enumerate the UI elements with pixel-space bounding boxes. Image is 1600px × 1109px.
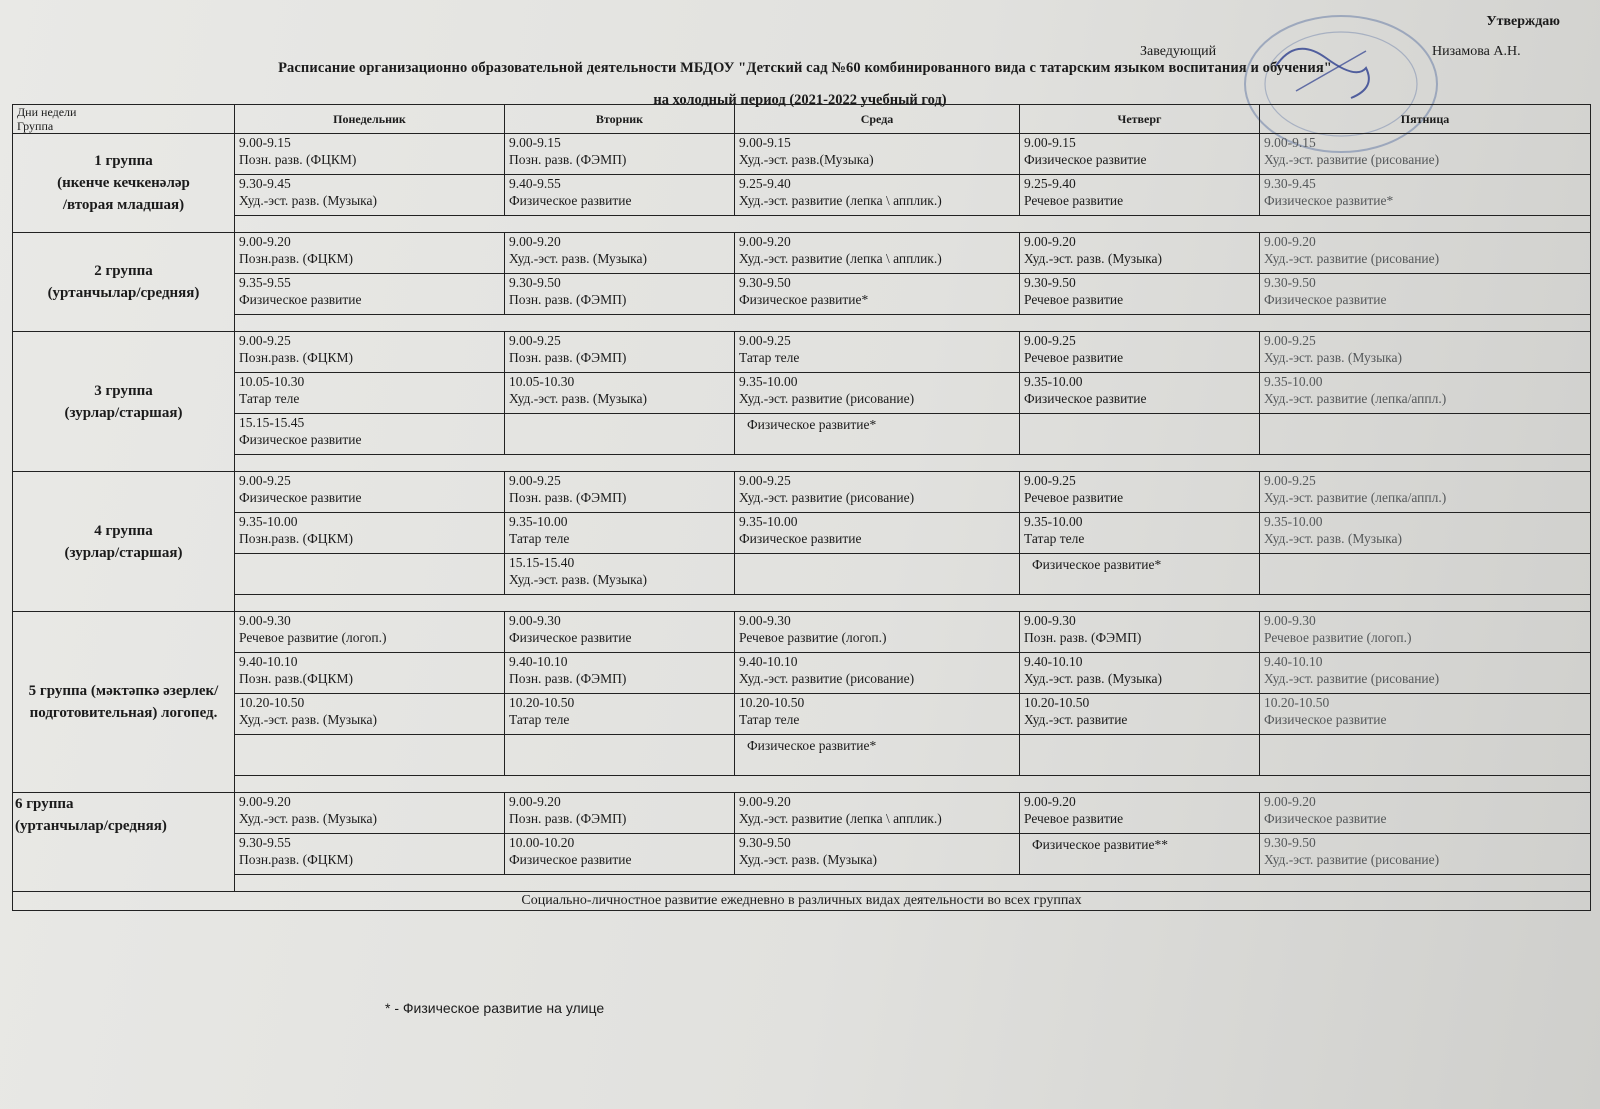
schedule-row [13, 233, 1591, 274]
day-header: Понедельник [235, 105, 505, 134]
lesson-cell [235, 175, 505, 216]
lesson-time: 9.00-9.20 [239, 794, 291, 809]
lesson-cell [1020, 233, 1260, 274]
lesson-cell [505, 653, 735, 694]
lesson-cell [1020, 694, 1260, 735]
lesson-cell [235, 653, 505, 694]
lesson-time: 9.00-9.15 [509, 135, 561, 150]
lesson-time: 9.00-9.15 [739, 135, 791, 150]
schedule-row [13, 414, 1591, 455]
lesson-time: 9.25-9.40 [1024, 176, 1076, 191]
lesson-cell [1020, 735, 1260, 776]
lesson-cell [235, 834, 505, 875]
lesson-activity: Худ.-эст. разв. (Музыка) [509, 391, 647, 406]
lesson-activity: Позн. разв. (ФЦКМ) [239, 152, 357, 167]
lesson-cell [1260, 332, 1591, 373]
lesson-time: 9.00-9.20 [1024, 234, 1076, 249]
lesson-cell [735, 373, 1020, 414]
lesson-cell [1260, 694, 1591, 735]
lesson-cell [505, 694, 735, 735]
day-header: Вторник [505, 105, 735, 134]
group-name: 6 группа (уртанчылар/средняя) [15, 796, 167, 834]
lesson-time: 9.40-10.10 [739, 654, 798, 669]
document-title: Расписание организационно образовательной деятельности МБДОУ "Детский сад №60 комбинированного вида с татарским языком воспитания и обучения" [278, 60, 1332, 76]
lesson-cell [735, 274, 1020, 315]
lesson-activity: Позн.разв. (ФЦКМ) [239, 350, 354, 365]
lesson-activity: Позн. разв. (ФЭМП) [509, 671, 627, 686]
lesson-time: 9.00-9.30 [239, 613, 291, 628]
lesson-cell [1260, 834, 1591, 875]
lesson-time: 9.00-9.25 [509, 473, 561, 488]
day-header: Четверг [1020, 105, 1260, 134]
lesson-time: 9.35-10.00 [1264, 514, 1323, 529]
lesson-time: 9.00-9.25 [509, 333, 561, 348]
lesson-cell [505, 612, 735, 653]
lesson-activity: Худ.-эст. развитие (рисование) [1264, 671, 1440, 686]
lesson-cell [505, 472, 735, 513]
lesson-time: 9.35-10.00 [1024, 514, 1083, 529]
lesson-activity: Татар теле [739, 712, 800, 727]
lesson-time: 9.00-9.20 [1264, 794, 1316, 809]
lesson-cell [1020, 793, 1260, 834]
lesson-cell [1260, 513, 1591, 554]
document-subtitle: на холодный период (2021-2022 учебный год) [653, 92, 947, 108]
lesson-cell [735, 233, 1020, 274]
lesson-activity: Худ.-эст. развитие (рисование) [1264, 852, 1440, 867]
group-spacer-row [13, 216, 1591, 233]
lesson-time: 9.30-9.50 [739, 835, 791, 850]
approval-label: Утверждаю [1486, 14, 1560, 29]
lesson-cell [735, 175, 1020, 216]
lesson-activity: Речевое развитие (логоп.) [739, 630, 887, 645]
lesson-time: 9.00-9.20 [509, 234, 561, 249]
group-name-cell [13, 793, 235, 892]
lesson-activity: Физическое развитие* [1264, 193, 1394, 208]
lesson-activity: Физическое развитие [1264, 811, 1387, 826]
lesson-time: 10.20-10.50 [239, 695, 305, 710]
lesson-activity: Худ.-эст. разв. (Музыка) [239, 712, 377, 727]
lesson-activity: Татар теле [509, 531, 570, 546]
spacer-cell [235, 315, 1591, 332]
lesson-cell [235, 414, 505, 455]
lesson-activity: Физическое развитие [509, 193, 632, 208]
lesson-activity: Худ.-эст. разв. (Музыка) [509, 251, 647, 266]
lesson-cell [1020, 373, 1260, 414]
schedule-row [13, 332, 1591, 373]
lesson-time: 9.35-10.00 [509, 514, 568, 529]
lesson-cell [235, 274, 505, 315]
lesson-cell [735, 793, 1020, 834]
lesson-cell [1260, 274, 1591, 315]
group-spacer-row [13, 595, 1591, 612]
lesson-time: 9.25-9.40 [739, 176, 791, 191]
schedule-row [13, 793, 1591, 834]
group-name: 2 группа (уртанчылар/средняя) [47, 263, 200, 301]
lesson-cell [505, 274, 735, 315]
lesson-cell [1260, 233, 1591, 274]
lesson-activity: Татар теле [739, 350, 800, 365]
lesson-time: 9.30-9.45 [239, 176, 291, 191]
schedule-row [13, 175, 1591, 216]
lesson-time: 9.00-9.25 [1024, 473, 1076, 488]
lesson-activity: Физическое развитие [1264, 712, 1387, 727]
lesson-activity: Позн. разв. (ФЭМП) [509, 490, 627, 505]
lesson-activity: Худ.-эст. развитие (лепка \ апплик.) [739, 811, 942, 826]
lesson-cell [505, 554, 735, 595]
schedule-row [13, 373, 1591, 414]
lesson-time: 9.35-10.00 [739, 374, 798, 389]
lesson-activity: Позн.разв. (ФЦКМ) [239, 531, 354, 546]
lesson-activity: Позн.разв. (ФЦКМ) [239, 852, 354, 867]
lesson-cell [1020, 274, 1260, 315]
lesson-activity: Позн. разв. (ФЭМП) [509, 811, 627, 826]
lesson-activity: Худ.-эст. разв. (Музыка) [1264, 531, 1402, 546]
lesson-time: 9.35-10.00 [739, 514, 798, 529]
lesson-time: 9.00-9.20 [509, 794, 561, 809]
lesson-cell [1260, 653, 1591, 694]
schedule-row [13, 554, 1591, 595]
lesson-activity: Физическое развитие [1024, 391, 1147, 406]
lesson-activity: Худ.-эст. разв.(Музыка) [739, 152, 874, 167]
lesson-activity: Физическое развитие* [1032, 557, 1162, 572]
group-name: 3 группа (зурлар/старшая) [64, 382, 183, 421]
header-row [13, 105, 1591, 134]
lesson-cell [235, 694, 505, 735]
lesson-activity: Позн. разв.(ФЦКМ) [239, 671, 354, 686]
lesson-cell [735, 472, 1020, 513]
lesson-time: 9.40-10.10 [1264, 654, 1323, 669]
lesson-cell [1260, 414, 1591, 455]
group-name-cell [13, 612, 235, 793]
schedule-row [13, 653, 1591, 694]
lesson-time: 9.00-9.30 [1264, 613, 1316, 628]
lesson-time: 9.30-9.50 [1264, 835, 1316, 850]
lesson-cell [235, 513, 505, 554]
day-header: Среда [735, 105, 1020, 134]
lesson-cell [735, 513, 1020, 554]
spacer-cell [235, 595, 1591, 612]
lesson-cell [235, 233, 505, 274]
group-spacer-row [13, 875, 1591, 892]
lesson-cell [235, 134, 505, 175]
schedule-table [12, 104, 1591, 911]
lesson-time: 9.00-9.20 [1024, 794, 1076, 809]
group-name: 4 группа (зурлар/старшая) [64, 522, 183, 561]
lesson-time: 9.00-9.25 [739, 473, 791, 488]
lesson-cell [1020, 653, 1260, 694]
lesson-time: 9.35-10.00 [1024, 374, 1083, 389]
lesson-cell [505, 414, 735, 455]
lesson-cell [1020, 834, 1260, 875]
lesson-activity: Физическое развитие* [747, 738, 877, 753]
lesson-time: 9.00-9.15 [239, 135, 291, 150]
lesson-time: 9.00-9.20 [1264, 234, 1316, 249]
lesson-cell [735, 612, 1020, 653]
spacer-cell [235, 776, 1591, 793]
schedule-row [13, 694, 1591, 735]
lesson-cell [235, 472, 505, 513]
group-spacer-row [13, 455, 1591, 472]
lesson-cell [505, 513, 735, 554]
lesson-time: 10.05-10.30 [509, 374, 575, 389]
lesson-cell [235, 373, 505, 414]
lesson-activity: Речевое развитие [1024, 350, 1124, 365]
lesson-time: 9.00-9.25 [239, 333, 291, 348]
lesson-activity: Худ.-эст. разв. (Музыка) [1024, 251, 1162, 266]
lesson-cell [1020, 472, 1260, 513]
lesson-cell [1020, 554, 1260, 595]
lesson-time: 9.30-9.55 [239, 835, 291, 850]
lesson-time: 10.20-10.50 [1264, 695, 1330, 710]
lesson-activity: Худ.-эст. разв. (Музыка) [239, 811, 377, 826]
lesson-activity: Позн.разв. (ФЦКМ) [239, 251, 354, 266]
lesson-time: 9.00-9.15 [1264, 135, 1316, 150]
lesson-cell [1260, 472, 1591, 513]
footer-note: Социально-личностное развитие ежедневно в различных видах деятельности во всех группах [13, 892, 1591, 911]
head-name: Низамова А.Н. [1432, 44, 1521, 59]
lesson-cell [735, 414, 1020, 455]
lesson-time: 9.00-9.30 [1024, 613, 1076, 628]
lesson-activity: Речевое развитие [1024, 490, 1124, 505]
lesson-time: 9.30-9.45 [1264, 176, 1316, 191]
lesson-activity: Худ.-эст. развитие (лепка/аппл.) [1264, 490, 1447, 505]
lesson-time: 9.35-9.55 [239, 275, 291, 290]
lesson-cell [505, 134, 735, 175]
spacer-cell [235, 875, 1591, 892]
lesson-activity: Речевое развитие (логоп.) [239, 630, 387, 645]
schedule-row [13, 472, 1591, 513]
footer-row [13, 892, 1591, 911]
lesson-cell [505, 834, 735, 875]
lesson-cell [1260, 612, 1591, 653]
lesson-time: 9.00-9.25 [1264, 333, 1316, 348]
lesson-cell [235, 332, 505, 373]
lesson-time: 9.40-10.10 [1024, 654, 1083, 669]
lesson-time: 15.15-15.45 [239, 415, 305, 430]
group-name: 1 группа (нкенче кечкенәләр /вторая младшая) [57, 153, 190, 213]
lesson-time: 9.30-9.50 [1264, 275, 1316, 290]
lesson-time: 9.00-9.25 [1264, 473, 1316, 488]
lesson-time: 9.40-9.55 [509, 176, 561, 191]
day-header: Пятница [1260, 105, 1591, 134]
lesson-activity: Худ.-эст. развитие (рисование) [739, 671, 915, 686]
group-name-cell [13, 233, 235, 332]
footnote: * - Физическое развитие на улице [385, 1000, 605, 1016]
lesson-time: 10.00-10.20 [509, 835, 575, 850]
lesson-activity: Физическое развитие* [739, 292, 869, 307]
lesson-activity: Татар теле [1024, 531, 1085, 546]
group-spacer-row [13, 776, 1591, 793]
lesson-activity: Худ.-эст. развитие (рисование) [739, 490, 915, 505]
lesson-cell [1260, 735, 1591, 776]
schedule-row [13, 134, 1591, 175]
lesson-activity: Худ.-эст. разв. (Музыка) [1024, 671, 1162, 686]
lesson-activity: Худ.-эст. развитие (лепка \ апплик.) [739, 251, 942, 266]
lesson-activity: Физическое развитие** [1032, 837, 1169, 852]
lesson-time: 9.30-9.50 [509, 275, 561, 290]
lesson-activity: Худ.-эст. развитие (рисование) [1264, 152, 1440, 167]
lesson-cell [735, 694, 1020, 735]
lesson-activity: Позн. разв. (ФЭМП) [509, 292, 627, 307]
head-label: Заведующий [1140, 44, 1217, 59]
lesson-activity: Худ.-эст. развитие (лепка/аппл.) [1264, 391, 1447, 406]
lesson-activity: Худ.-эст. разв. (Музыка) [509, 572, 647, 587]
lesson-time: 9.30-9.50 [1024, 275, 1076, 290]
lesson-activity: Татар теле [239, 391, 300, 406]
schedule-row [13, 612, 1591, 653]
lesson-cell [235, 612, 505, 653]
lesson-cell [505, 175, 735, 216]
lesson-activity: Худ.-эст. развитие [1024, 712, 1128, 727]
lesson-cell [735, 134, 1020, 175]
lesson-time: 9.00-9.25 [1024, 333, 1076, 348]
lesson-activity: Физическое развитие [239, 432, 362, 447]
lesson-cell [1260, 554, 1591, 595]
lesson-time: 9.35-10.00 [1264, 374, 1323, 389]
lesson-cell [235, 735, 505, 776]
lesson-time: 9.35-10.00 [239, 514, 298, 529]
lesson-time: 9.00-9.30 [739, 613, 791, 628]
spacer-cell [235, 216, 1591, 233]
lesson-cell [235, 554, 505, 595]
lesson-activity: Худ.-эст. развитие (лепка \ апплик.) [739, 193, 942, 208]
group-name-cell [13, 134, 235, 233]
lesson-activity: Речевое развитие [1024, 811, 1124, 826]
lesson-activity: Физическое развитие [239, 490, 362, 505]
lesson-cell [1260, 373, 1591, 414]
lesson-activity: Позн. разв. (ФЭМП) [509, 152, 627, 167]
lesson-cell [1020, 332, 1260, 373]
lesson-cell [735, 332, 1020, 373]
lesson-activity: Худ.-эст. развитие (рисование) [1264, 251, 1440, 266]
group-name-cell [13, 332, 235, 472]
lesson-cell [1020, 513, 1260, 554]
lesson-cell [505, 735, 735, 776]
schedule-row [13, 513, 1591, 554]
group-name: 5 группа (мәктәпкә әзерлек/подготовительная) логопед. [28, 683, 219, 721]
lesson-activity: Физическое развитие [739, 531, 862, 546]
lesson-activity: Физическое развитие [509, 852, 632, 867]
lesson-time: 9.00-9.20 [739, 794, 791, 809]
lesson-time: 9.40-10.10 [239, 654, 298, 669]
lesson-activity: Худ.-эст. разв. (Музыка) [239, 193, 377, 208]
lesson-cell [505, 373, 735, 414]
lesson-activity: Речевое развитие [1024, 292, 1124, 307]
group-name-cell [13, 472, 235, 612]
lesson-activity: Физическое развитие* [747, 417, 877, 432]
lesson-activity: Физическое развитие [509, 630, 632, 645]
lesson-time: 10.20-10.50 [739, 695, 805, 710]
group-spacer-row [13, 315, 1591, 332]
lesson-cell [505, 793, 735, 834]
lesson-time: 9.00-9.25 [739, 333, 791, 348]
corner-cell [13, 105, 235, 134]
lesson-time: 10.20-10.50 [1024, 695, 1090, 710]
lesson-cell [735, 554, 1020, 595]
lesson-activity: Физическое развитие [1264, 292, 1387, 307]
lesson-cell [505, 233, 735, 274]
lesson-time: 9.00-9.15 [1024, 135, 1076, 150]
lesson-activity: Позн. разв. (ФЭМП) [1024, 630, 1142, 645]
lesson-activity: Физическое развитие [1024, 152, 1147, 167]
lesson-cell [1020, 612, 1260, 653]
lesson-cell [1020, 134, 1260, 175]
lesson-activity: Речевое развитие (логоп.) [1264, 630, 1412, 645]
lesson-time: 9.00-9.20 [239, 234, 291, 249]
lesson-time: 9.00-9.30 [509, 613, 561, 628]
lesson-time: 9.30-9.50 [739, 275, 791, 290]
lesson-cell [1260, 134, 1591, 175]
lesson-activity: Худ.-эст. разв. (Музыка) [1264, 350, 1402, 365]
lesson-cell [735, 653, 1020, 694]
corner-group-label: Группа [17, 119, 54, 133]
lesson-cell [505, 332, 735, 373]
lesson-activity: Худ.-эст. разв. (Музыка) [739, 852, 877, 867]
lesson-activity: Физическое развитие [239, 292, 362, 307]
schedule-row [13, 735, 1591, 776]
lesson-cell [1020, 175, 1260, 216]
lesson-cell [1020, 414, 1260, 455]
lesson-cell [1260, 175, 1591, 216]
lesson-activity: Позн. разв. (ФЭМП) [509, 350, 627, 365]
schedule-row [13, 834, 1591, 875]
lesson-activity: Худ.-эст. развитие (рисование) [739, 391, 915, 406]
schedule-row [13, 274, 1591, 315]
lesson-time: 15.15-15.40 [509, 555, 575, 570]
lesson-cell [235, 793, 505, 834]
lesson-time: 10.20-10.50 [509, 695, 575, 710]
lesson-time: 9.00-9.20 [739, 234, 791, 249]
lesson-time: 9.40-10.10 [509, 654, 568, 669]
lesson-time: 10.05-10.30 [239, 374, 305, 389]
corner-days-label: Дни недели [17, 105, 77, 119]
lesson-activity: Татар теле [509, 712, 570, 727]
lesson-cell [735, 735, 1020, 776]
lesson-cell [1260, 793, 1591, 834]
lesson-time: 9.00-9.25 [239, 473, 291, 488]
lesson-activity: Речевое развитие [1024, 193, 1124, 208]
lesson-cell [735, 834, 1020, 875]
spacer-cell [235, 455, 1591, 472]
